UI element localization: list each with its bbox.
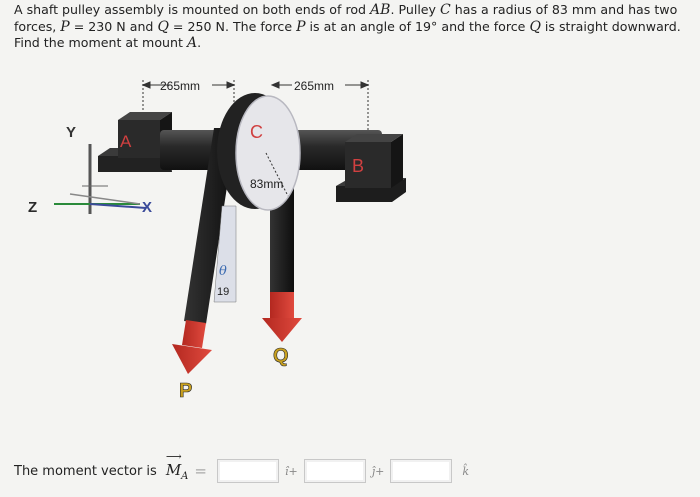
answer-j-input[interactable]	[304, 459, 366, 483]
pulley-c	[236, 96, 300, 210]
unit-i: î+	[284, 464, 298, 478]
label-c: C	[250, 122, 263, 142]
answer-k-input[interactable]	[390, 459, 452, 483]
label-p: P	[179, 380, 193, 402]
theta-symbol: θ	[219, 264, 227, 279]
arrow-q	[262, 292, 302, 342]
mount-b	[336, 134, 406, 202]
answer-i-input[interactable]	[217, 459, 279, 483]
dim-right-label: 265mm	[294, 79, 335, 93]
pulley-figure	[0, 66, 700, 436]
answer-row	[14, 449, 475, 486]
axis-y-label: Y	[66, 124, 77, 141]
label-q: Q	[273, 345, 289, 367]
problem-statement: A shaft pulley assembly is mounted on both ends of rod AB. Pulley C has a radius of 83 mm and has two forces, P = 230 N and Q = 250 N. The force P is at an angle of 19° and the force Q is straight downward. Find the moment at mount A.	[14, 2, 681, 51]
unit-j: ĵ+	[371, 464, 385, 478]
angle-label: 19	[217, 286, 230, 298]
axis-x-label: X	[142, 199, 153, 216]
label-b: B	[352, 156, 365, 176]
unit-k: k̂	[462, 464, 470, 478]
dim-left-label: 265mm	[160, 79, 201, 93]
equals-sign: =	[194, 462, 207, 480]
arrow-p	[172, 320, 212, 374]
moment-symbol: ⟶ $M_A$	[165, 449, 189, 482]
axis-z-label: Z	[28, 199, 38, 216]
radius-label: 83mm	[250, 177, 284, 191]
label-a: A	[120, 132, 132, 151]
answer-label: The moment vector is	[14, 463, 157, 479]
